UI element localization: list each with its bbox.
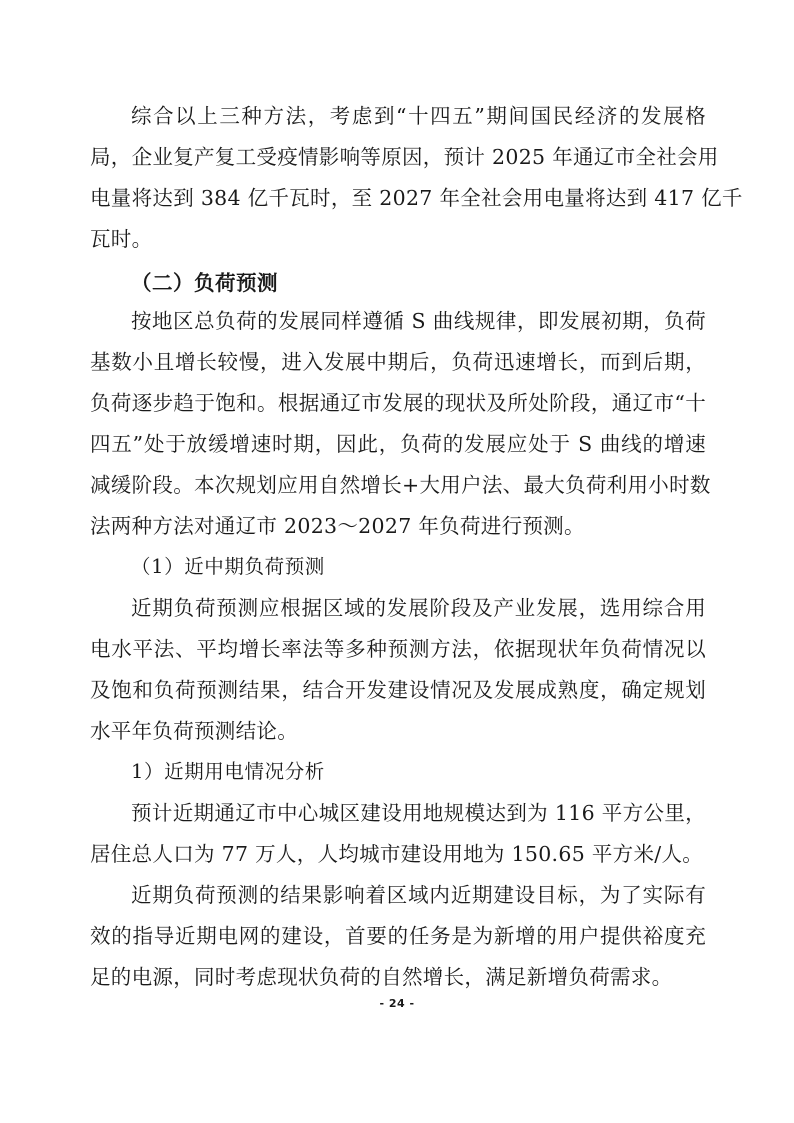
paragraph-line: 按地区总负荷的发展同样遵循 S 曲线规律，即发展初期，负荷 <box>131 309 706 333</box>
paragraph-line: 四五”处于放缓增速时期，因此，负荷的发展应处于 S 曲线的增速 <box>90 432 706 456</box>
paragraph-line: 综合以上三种方法，考虑到“十四五”期间国民经济的发展格 <box>131 104 706 128</box>
paragraph-line: 基数小且增长较慢，进入发展中期后，负荷迅速增长，而到后期， <box>90 350 706 374</box>
paragraph-line: 效的指导近期电网的建设，首要的任务是为新增的用户提供裕度充 <box>90 924 706 948</box>
paragraph-line: 预计近期通辽市中心城区建设用地规模达到为 116 平方公里， <box>131 801 706 825</box>
paragraph-line: 水平年负荷预测结论。 <box>90 719 298 743</box>
paragraph-line: 电水平法、平均增长率法等多种预测方法，依据现状年负荷情况以 <box>90 637 706 661</box>
paragraph-line: 近期负荷预测应根据区域的发展阶段及产业发展，选用综合用 <box>131 596 706 620</box>
paragraph-line: 瓦时。 <box>90 227 153 251</box>
section-heading: （二）负荷预测 <box>131 271 278 295</box>
paragraph-line: 及饱和负荷预测结果，结合开发建设情况及发展成熟度，确定规划 <box>90 678 706 702</box>
subheading-consumption-analysis: 1）近期用电情况分析 <box>131 760 325 783</box>
paragraph-line: 负荷逐步趋于饱和。根据通辽市发展的现状及所处阶段，通辽市“十 <box>90 391 706 415</box>
paragraph-line: 近期负荷预测的结果影响着区域内近期建设目标，为了实际有 <box>131 883 706 907</box>
paragraph-line: 法两种方法对通辽市 2023～2027 年负荷进行预测。 <box>90 514 585 538</box>
paragraph-line: 减缓阶段。本次规划应用自然增长+大用户法、最大负荷利用小时数 <box>90 473 711 497</box>
paragraph-line: 局，企业复产复工受疫情影响等原因，预计 2025 年通辽市全社会用 <box>90 145 719 169</box>
subheading-near-mid-term: （1）近中期负荷预测 <box>131 555 325 578</box>
paragraph-line: 足的电源，同时考虑现状负荷的自然增长，满足新增负荷需求。 <box>90 965 673 989</box>
page-number: - 24 - <box>379 997 415 1010</box>
paragraph-line: 电量将达到 384 亿千瓦时，至 2027 年全社会用电量将达到 417 亿千 <box>90 186 743 210</box>
paragraph-line: 居住总人口为 77 万人，人均城市建设用地为 150.65 平方米/人。 <box>90 842 704 866</box>
